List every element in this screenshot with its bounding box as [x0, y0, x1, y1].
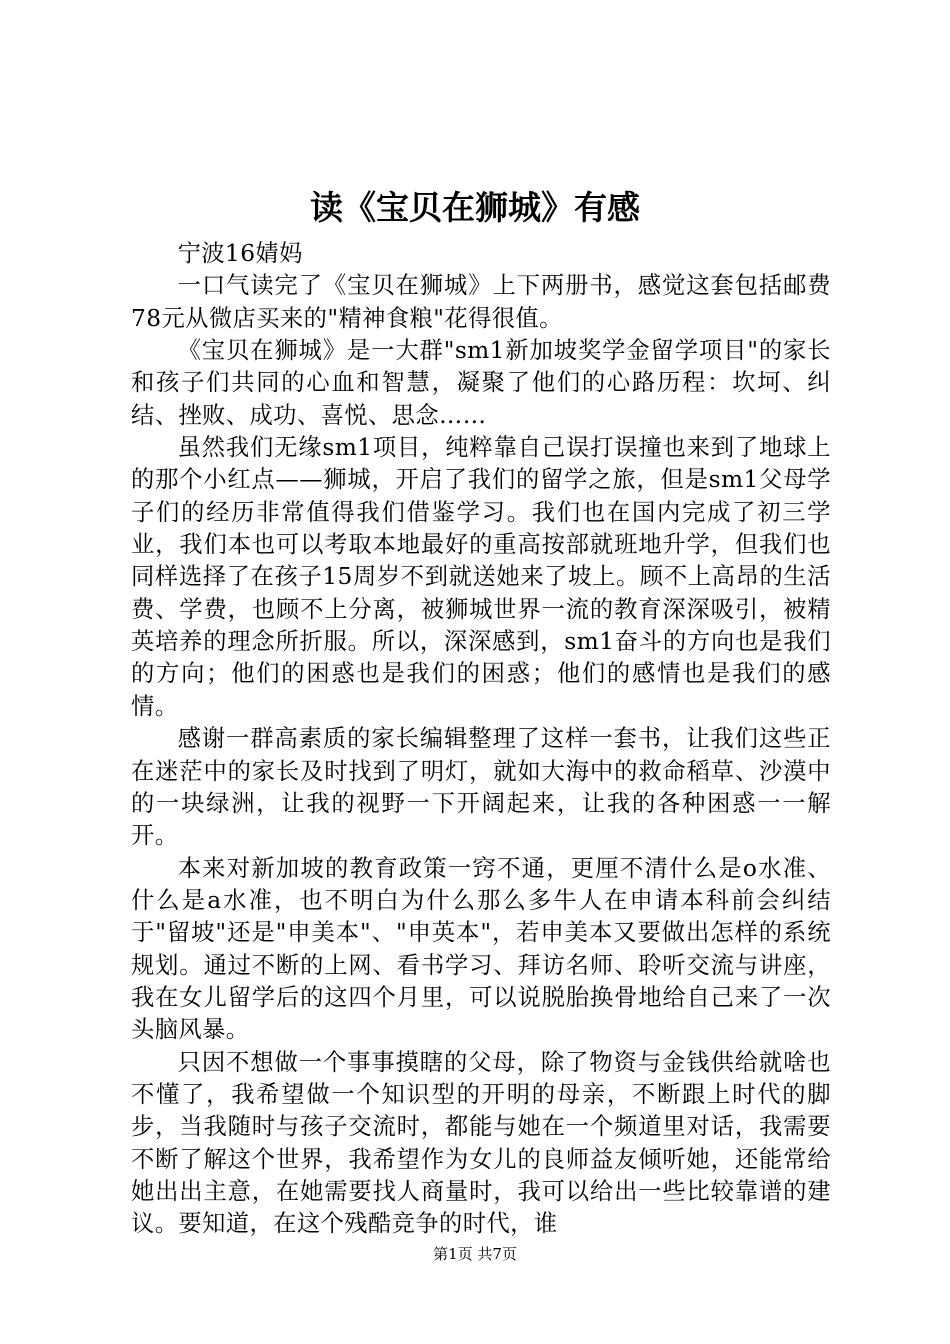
paragraph-5: 本来对新加坡的教育政策一窍不通，更厘不清什么是o水准、什么是a水准，也不明白为什么那么多牛人在申请本科前会纠结于"留坡"还是"申美本"、"申英本"，若申美本又要做出怎样的系统规划。通过不断的上网、看书学习、拜访名师、聆听交流与讲座，我在女儿留学后的这四个月里，可以说脱胎换骨地给自己来了一次头脑风暴。	[131, 854, 831, 1044]
page-footer: 第1页 共7页	[433, 1245, 517, 1263]
author-line: 宁波16婧妈	[177, 240, 303, 267]
paragraph-4: 感谢一群高素质的家长编辑整理了这样一套书，让我们这些正在迷茫中的家长及时找到了明灯，就如大海中的救命稻草、沙漠中的一块绿洲，让我的视野一下开阔起来，让我的各种困惑一一解开。	[131, 725, 831, 850]
paragraph-1: 一口气读完了《宝贝在狮城》上下两册书，感觉这套包括邮费78元从微店买来的"精神食粮"花得很值。	[131, 272, 831, 332]
document-title: 读《宝贝在狮城》有感	[310, 188, 640, 227]
paragraph-2: 《宝贝在狮城》是一大群"sm1新加坡奖学金留学项目"的家长和孩子们共同的心血和智慧，凝聚了他们的心路历程：坎坷、纠结、挫败、成功、喜悦、思念……	[131, 337, 831, 429]
document-body	[131, 238, 831, 1241]
paragraph-6: 只因不想做一个事事摸瞎的父母，除了物资与金钱供给就啥也不懂了，我希望做一个知识型的开明的母亲，不断跟上时代的脚步，当我随时与孩子交流时，都能与她在一个频道里对话，我需要不断了解这个世界，我希望作为女儿的良师益友倾听她，还能常给她出出主意，在她需要找人商量时，我可以给出一些比较靠谱的建议。要知道，在这个残酷竞争的时代，谁	[131, 1048, 831, 1238]
paragraph-3: 虽然我们无缘sm1项目，纯粹靠自己误打误撞也来到了地球上的那个小红点——狮城，开启了我们的留学之旅，但是sm1父母学子们的经历非常值得我们借鉴学习。我们也在国内完成了初三学业，我们本也可以考取本地最好的重高按部就班地升学，但我们也同样选择了在孩子15周岁不到就送她来了坡上。顾不上高昂的生活费、学费，也顾不上分离，被狮城世界一流的教育深深吸引，被精英培养的理念所折服。所以，深深感到，sm1奋斗的方向也是我们的方向；他们的困惑也是我们的困惑；他们的感情也是我们的感情。	[131, 434, 831, 720]
